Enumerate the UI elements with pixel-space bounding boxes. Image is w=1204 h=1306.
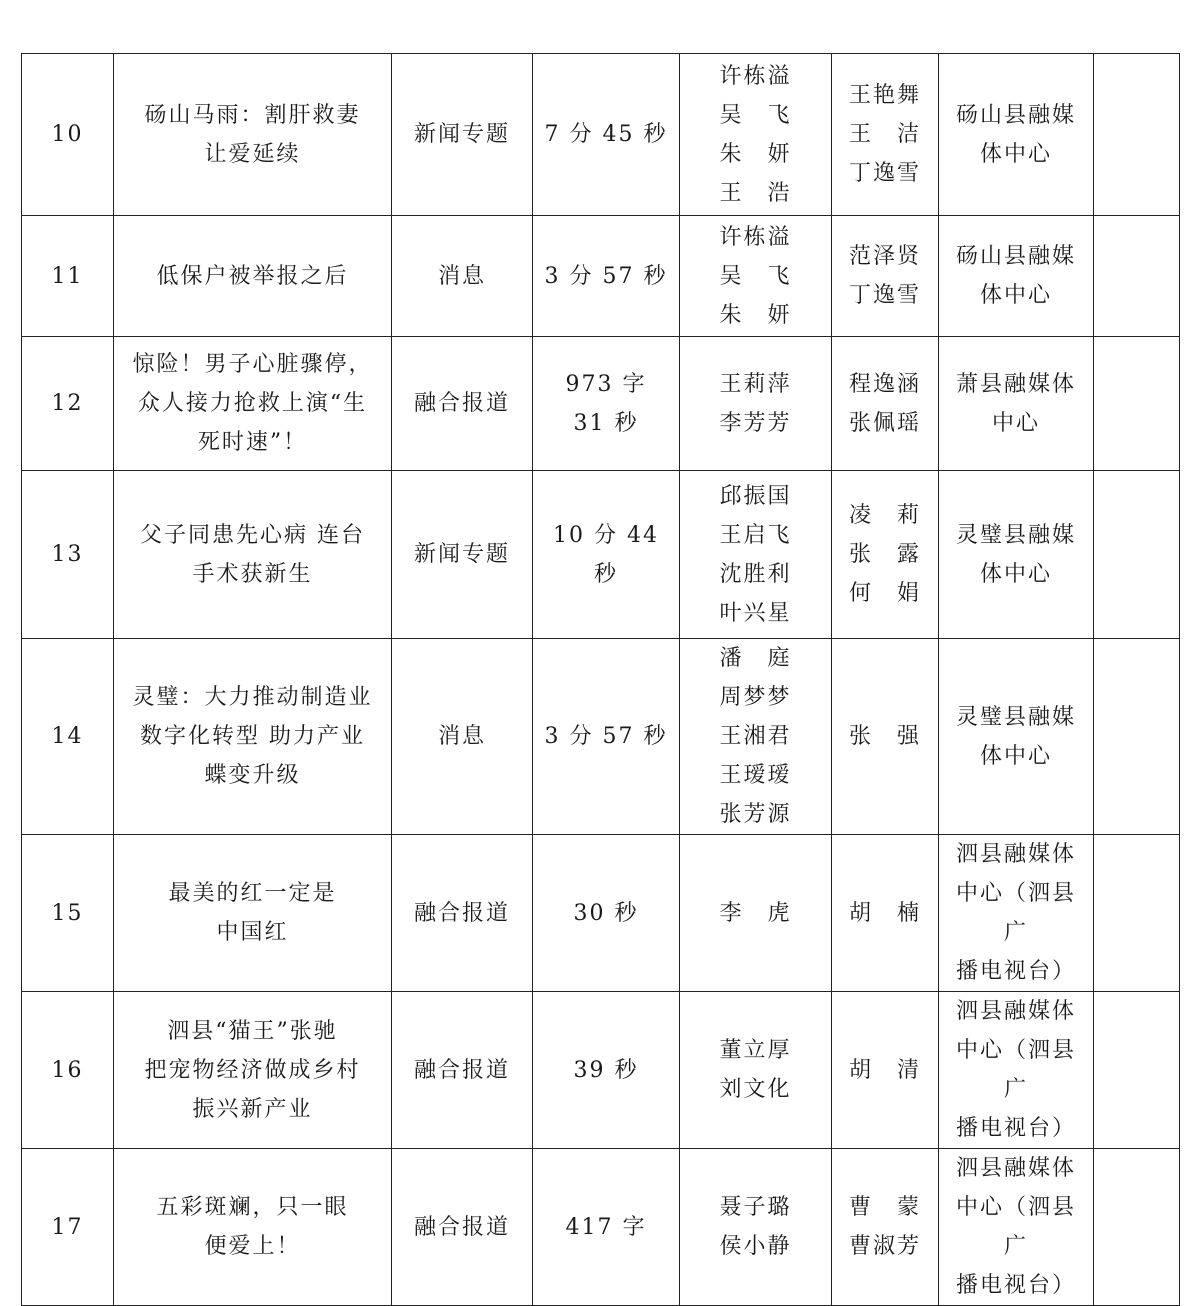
editor-names xyxy=(832,639,939,835)
work-length xyxy=(533,639,680,835)
work-category-line: 融合报道 xyxy=(413,1214,510,1240)
work-length-line: 3 分 57 秒 xyxy=(544,724,668,749)
work-length xyxy=(533,835,680,992)
editor-names-line: 曹淑芳 xyxy=(848,1234,921,1259)
table-row xyxy=(22,54,1180,216)
entry-number xyxy=(22,337,114,471)
submitting-unit-line: 体中心 xyxy=(979,561,1052,587)
author-names-line: 董立厚 xyxy=(719,1038,792,1063)
entry-number-line: 12 xyxy=(51,391,84,416)
author-names-line: 王瑷瑷 xyxy=(719,763,792,788)
work-title xyxy=(114,216,392,337)
work-category xyxy=(392,471,533,639)
author-names-line: 潘 庭 xyxy=(719,646,792,671)
entry-number xyxy=(22,992,114,1149)
author-names xyxy=(680,1149,832,1306)
author-names-line: 许栋溢 xyxy=(719,63,792,89)
work-title-line: 众人接力抢救上演“生 xyxy=(137,391,368,416)
submitting-unit xyxy=(939,216,1094,337)
editor-names-line: 张 露 xyxy=(848,542,921,567)
work-category xyxy=(392,337,533,471)
work-category xyxy=(392,992,533,1149)
table-row xyxy=(22,1149,1180,1306)
submitting-unit-line: 播电视台） xyxy=(955,959,1076,984)
entry-number-line: 17 xyxy=(51,1214,84,1240)
entry-number-line: 10 xyxy=(51,122,84,147)
submitting-unit-line: 泗县融媒体 xyxy=(955,1156,1076,1181)
author-names-line: 王莉萍 xyxy=(719,371,792,397)
empty-cell xyxy=(1094,54,1180,216)
author-names xyxy=(680,54,832,216)
submitting-unit xyxy=(939,992,1094,1149)
work-category xyxy=(392,1149,533,1306)
entry-number-line: 13 xyxy=(51,542,84,567)
work-title-line: 低保户被举报之后 xyxy=(156,263,349,289)
empty-cell xyxy=(1094,835,1180,992)
work-category xyxy=(392,639,533,835)
work-category-line: 消息 xyxy=(437,263,486,289)
submitting-unit-line: 灵璧县融媒 xyxy=(955,522,1076,548)
editor-names-line: 何 娟 xyxy=(848,581,921,606)
editor-names xyxy=(832,337,939,471)
work-title-line: 灵璧：大力推动制造业 xyxy=(132,685,373,710)
submitting-unit-line: 中心（泗县广 xyxy=(955,1038,1076,1102)
author-names-line: 王 浩 xyxy=(719,180,792,206)
editor-names-line: 胡 清 xyxy=(848,1057,921,1083)
editor-names xyxy=(832,992,939,1149)
author-names-line: 叶兴星 xyxy=(719,600,792,626)
work-length xyxy=(533,992,680,1149)
entry-number-line: 11 xyxy=(51,263,84,289)
submitting-unit xyxy=(939,1149,1094,1306)
work-title-line: 把宠物经济做成乡村 xyxy=(144,1057,361,1083)
submitting-unit-line: 中心（泗县广 xyxy=(955,881,1076,945)
submitting-unit xyxy=(939,337,1094,471)
author-names xyxy=(680,337,832,471)
entry-number xyxy=(22,835,114,992)
submitting-unit-line: 萧县融媒体 xyxy=(955,371,1076,397)
work-length xyxy=(533,216,680,337)
work-length-line: 7 分 45 秒 xyxy=(544,122,668,147)
submitting-unit-line: 体中心 xyxy=(979,743,1052,769)
author-names-line: 吴 飞 xyxy=(719,102,792,128)
submitting-unit xyxy=(939,471,1094,639)
submitting-unit-line: 播电视台） xyxy=(955,1273,1076,1298)
editor-names xyxy=(832,216,939,337)
empty-cell xyxy=(1094,216,1180,337)
author-names-line: 周梦梦 xyxy=(719,685,792,710)
submitting-unit-line: 播电视台） xyxy=(955,1116,1076,1141)
work-length-line: 10 分 44 秒 xyxy=(553,522,659,587)
submitting-unit-line: 砀山县融媒 xyxy=(955,244,1076,269)
work-length-line: 3 分 57 秒 xyxy=(544,263,668,289)
work-title-line: 父子同患先心病 连台 xyxy=(140,522,365,548)
work-title-line: 五彩斑斓，只一眼 xyxy=(156,1195,349,1220)
author-names xyxy=(680,835,832,992)
author-names-line: 邱振国 xyxy=(719,483,792,509)
author-names-line: 聂子璐 xyxy=(719,1195,792,1220)
work-title-line: 便爱上！ xyxy=(204,1234,301,1259)
submitting-unit-line: 泗县融媒体 xyxy=(955,999,1076,1024)
editor-names-line: 王艳舞 xyxy=(848,83,921,108)
entry-number xyxy=(22,1149,114,1306)
author-names-line: 沈胜利 xyxy=(719,561,792,587)
work-category-line: 新闻专题 xyxy=(413,122,510,147)
entry-number-line: 14 xyxy=(51,724,84,749)
work-length-line: 973 字 xyxy=(565,371,647,397)
submitting-unit-line: 中心（泗县广 xyxy=(955,1195,1076,1259)
editor-names-line: 张佩瑶 xyxy=(848,410,921,436)
submitting-unit-line: 体中心 xyxy=(979,141,1052,167)
editor-names xyxy=(832,1149,939,1306)
author-names-line: 朱 妍 xyxy=(719,302,792,328)
work-title-line: 最美的红一定是 xyxy=(168,881,337,906)
author-names-line: 许栋溢 xyxy=(719,224,792,250)
work-title-line: 中国红 xyxy=(216,920,289,945)
work-title-line: 砀山马雨：割肝救妻 xyxy=(144,102,361,128)
empty-cell xyxy=(1094,471,1180,639)
table-row xyxy=(22,639,1180,835)
work-title xyxy=(114,992,392,1149)
author-names xyxy=(680,216,832,337)
author-names-line: 王启飞 xyxy=(719,522,792,548)
editor-names-line: 凌 莉 xyxy=(848,503,921,528)
work-length xyxy=(533,1149,680,1306)
author-names-line: 刘文化 xyxy=(719,1077,792,1102)
submitting-unit xyxy=(939,835,1094,992)
author-names-line: 李 虎 xyxy=(719,900,792,926)
awards-table xyxy=(21,53,1180,1306)
editor-names-line: 曹 蒙 xyxy=(848,1195,921,1220)
submitting-unit xyxy=(939,54,1094,216)
submitting-unit xyxy=(939,639,1094,835)
work-title-line: 蝶变升级 xyxy=(204,763,301,788)
entry-number xyxy=(22,639,114,835)
work-category-line: 融合报道 xyxy=(413,1057,510,1083)
work-category-line: 新闻专题 xyxy=(413,542,510,567)
work-category-line: 融合报道 xyxy=(413,900,510,926)
editor-names xyxy=(832,54,939,216)
entry-number xyxy=(22,216,114,337)
author-names-line: 朱 妍 xyxy=(719,141,792,167)
submitting-unit-line: 体中心 xyxy=(979,283,1052,308)
work-title-line: 数字化转型 助力产业 xyxy=(140,724,365,749)
author-names xyxy=(680,992,832,1149)
editor-names-line: 范泽贤 xyxy=(848,244,921,269)
entry-number-line: 15 xyxy=(51,900,84,926)
author-names-line: 侯小静 xyxy=(719,1234,792,1259)
author-names xyxy=(680,639,832,835)
work-title-line: 手术获新生 xyxy=(192,561,313,587)
entry-number-line: 16 xyxy=(51,1057,84,1083)
table-row xyxy=(22,835,1180,992)
empty-cell xyxy=(1094,992,1180,1149)
entry-number xyxy=(22,471,114,639)
author-names-line: 王湘君 xyxy=(719,724,792,749)
empty-cell xyxy=(1094,1149,1180,1306)
work-title-line: 死时速”！ xyxy=(197,430,308,455)
entry-number xyxy=(22,54,114,216)
work-length-line: 39 秒 xyxy=(573,1057,639,1083)
work-category-line: 消息 xyxy=(437,724,486,749)
author-names-line: 张芳源 xyxy=(719,802,792,827)
work-category-line: 融合报道 xyxy=(413,391,510,416)
table-row xyxy=(22,471,1180,639)
author-names-line: 吴 飞 xyxy=(719,263,792,289)
editor-names-line: 张 强 xyxy=(848,724,921,749)
editor-names xyxy=(832,471,939,639)
work-length xyxy=(533,337,680,471)
work-title xyxy=(114,1149,392,1306)
editor-names-line: 王 洁 xyxy=(848,122,921,147)
submitting-unit-line: 中心 xyxy=(991,410,1040,436)
work-length-line: 30 秒 xyxy=(573,900,639,926)
work-length-line: 31 秒 xyxy=(573,410,639,436)
empty-cell xyxy=(1094,639,1180,835)
work-title-line: 泗县“猫王”张驰 xyxy=(167,1018,338,1044)
work-category xyxy=(392,216,533,337)
work-title-line: 惊险！男子心脏骤停， xyxy=(132,352,373,377)
author-names xyxy=(680,471,832,639)
editor-names xyxy=(832,835,939,992)
work-title xyxy=(114,639,392,835)
editor-names-line: 丁逸雪 xyxy=(848,161,921,186)
work-category xyxy=(392,835,533,992)
table-row xyxy=(22,337,1180,471)
table-row xyxy=(22,992,1180,1149)
editor-names-line: 丁逸雪 xyxy=(848,283,921,308)
submitting-unit-line: 灵璧县融媒 xyxy=(955,704,1076,730)
submitting-unit-line: 砀山县融媒 xyxy=(955,102,1076,128)
editor-names-line: 胡 楠 xyxy=(848,900,921,926)
work-length xyxy=(533,54,680,216)
editor-names-line: 程逸涵 xyxy=(848,371,921,397)
work-title xyxy=(114,54,392,216)
work-length xyxy=(533,471,680,639)
work-title xyxy=(114,835,392,992)
work-title-line: 让爱延续 xyxy=(204,141,301,167)
work-length-line: 417 字 xyxy=(565,1214,647,1240)
submitting-unit-line: 泗县融媒体 xyxy=(955,842,1076,867)
table-body xyxy=(22,54,1180,1306)
work-title xyxy=(114,337,392,471)
table-row xyxy=(22,216,1180,337)
work-title-line: 振兴新产业 xyxy=(192,1096,313,1122)
work-category xyxy=(392,54,533,216)
work-title xyxy=(114,471,392,639)
author-names-line: 李芳芳 xyxy=(719,410,792,436)
empty-cell xyxy=(1094,337,1180,471)
